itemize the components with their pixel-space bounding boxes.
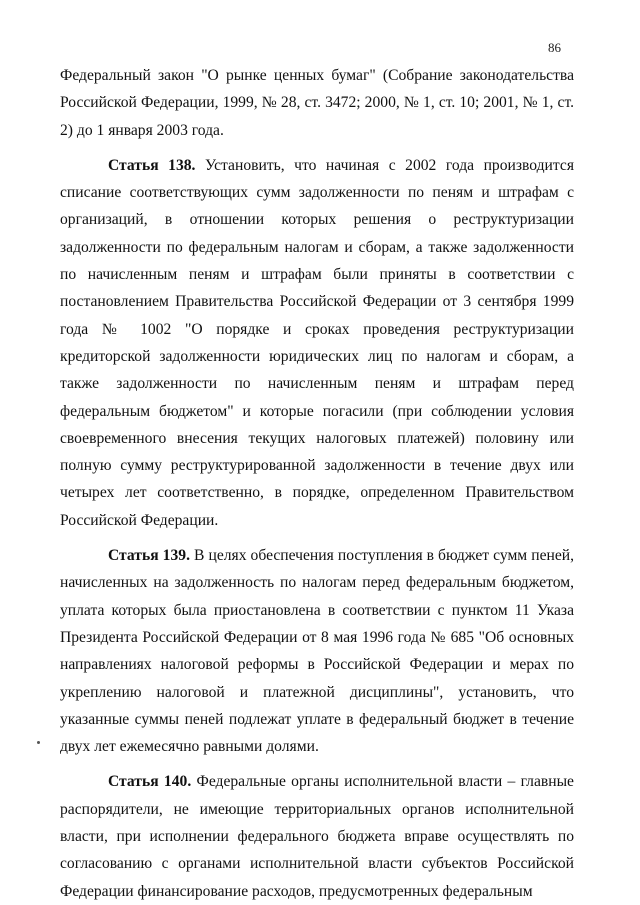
document-body [60, 62, 574, 905]
article-heading: Статья 138. [108, 156, 205, 174]
scan-speck [37, 741, 40, 744]
article-138 [60, 152, 574, 534]
article-text: В целях обеспечения поступления в бюджет сумм пеней, начисленных на задолженность по налогам перед федеральным бюджетом, уплата которых была приостановлена в соответствии с пунктом 11 Указа Президента Российской Федерации от 8 мая 1996 года № 685 "Об основных направлениях налоговой реформы в Российской Федерации и мерах по укреплению налоговой и платежной дисциплины", установить, что указанные суммы пеней подлежат уплате в федеральный бюджет в течение двух лет ежемесячно равными долями. [60, 547, 574, 756]
paragraph-text: Федеральный закон "О рынке ценных бумаг" (Собрание законодательства Российской Федерации, 1999, № 28, ст. 3472; 2000, № 1, ст. 10; 2001, № 1, ст. 2) до 1 января 2003 года. [60, 67, 574, 139]
article-heading: Статья 139. [108, 547, 195, 565]
page-number: 86 [548, 40, 561, 55]
article-heading: Статья 140. [108, 773, 197, 791]
article-text: Установить, что начиная с 2002 года производится списание соответствующих сумм задолженности по пеням и штрафам с организаций, в отношении которых решения о реструктуризации задолженности по федеральным налогам и сборам, а также задолженности по начисленным пеням и штрафам были приняты в соответствии с постановлением Правительства Российской Федерации от 3 сентября 1999 года № 1002 "О порядке и сроках проведения реструктуризации кредиторской задолженности юридических лиц по налогам и сборам, а также задолженности по начисленным пеням и штрафам перед федеральным бюджетом" и которые погасили (при соблюдении условия своевременного внесения текущих налоговых платежей) половину или полную сумму реструктурированной задолженности в течение двух или четырех лет соответственно, в порядке, определенном Правительством Российской Федерации. [60, 156, 575, 529]
article-text: Федеральные органы исполнительной власти – главные распорядители, не имеющие территориальных органов исполнительной власти, при исполнении федерального бюджета вправе осуществлять по согласованию с органами исполнительной власти субъектов Российской Федерации финансирование расходов, предусмотренных федеральным [60, 773, 574, 900]
article-139 [60, 542, 574, 760]
article-140 [60, 768, 574, 904]
paragraph-continuation [60, 62, 574, 144]
